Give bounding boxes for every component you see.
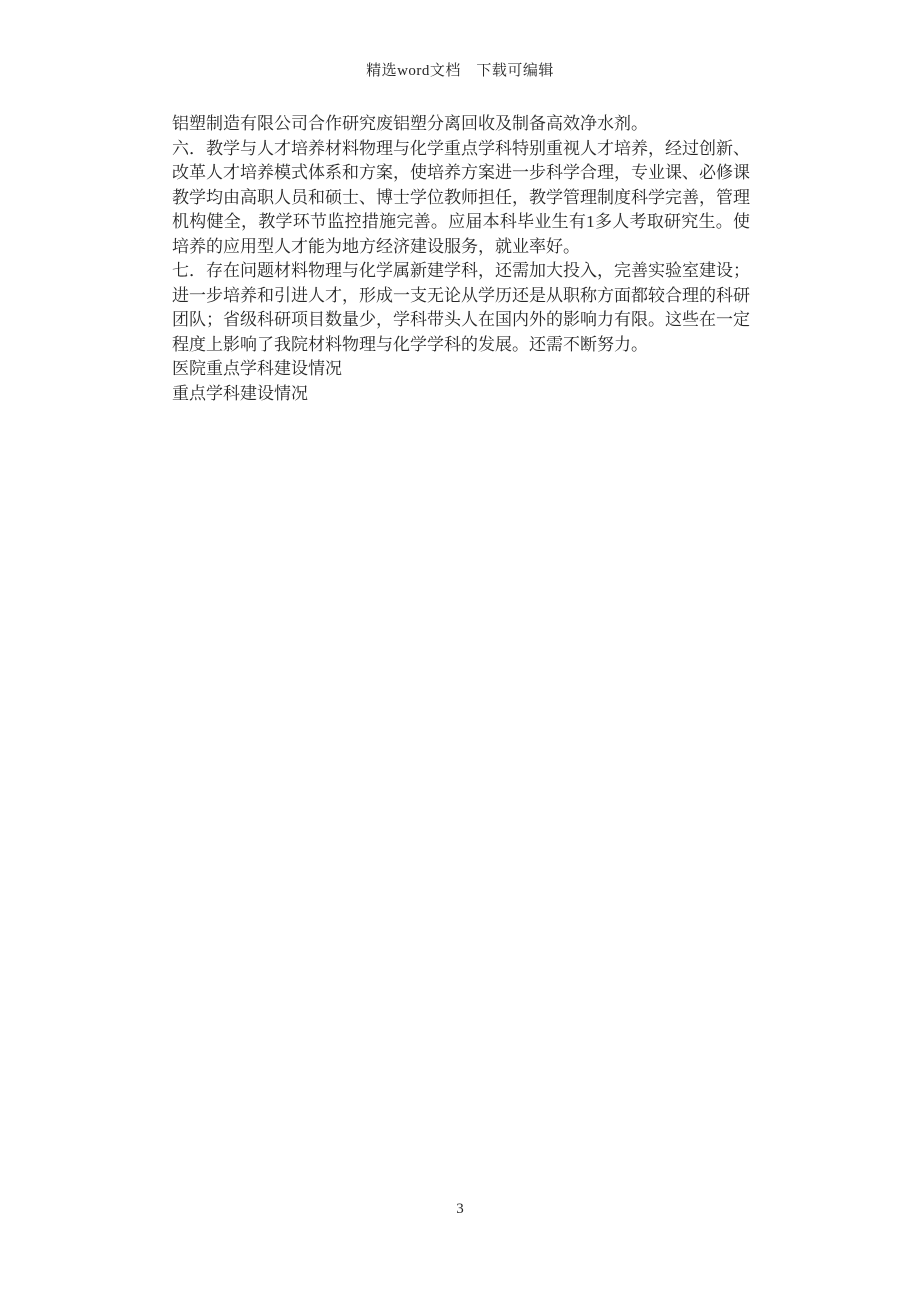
page-number: 3 xyxy=(456,1201,464,1217)
paragraph-section-seven: 七．存在问题材料物理与化学属新建学科，还需加大投入，完善实验室建设；进一步培养和引进人才，形成一支无论从学历还是从职称方面都较合理的科研团队；省级科研项目数量少，学科带头人在国内外的影响力有限。这些在一定程度上影响了我院材料物理与化学学科的发展。还需不断努力。 xyxy=(172,261,750,354)
paragraph-hospital-discipline: 医院重点学科建设情况 xyxy=(172,359,342,378)
paragraph-key-discipline: 重点学科建设情况 xyxy=(172,383,308,403)
document-header-watermark: 精选word文档 下载可编辑 xyxy=(366,63,554,79)
paragraph-intro: 铝塑制造有限公司合作研究废铝塑分离回收及制备高效净水剂。 xyxy=(172,114,648,133)
document-body xyxy=(172,112,750,406)
paragraph-section-six: 六．教学与人才培养材料物理与化学重点学科特别重视人才培养，经过创新、改革人才培养模式体系和方案，使培养方案进一步科学合理，专业课、必修课教学均由高职人员和硕士、博士学位教师担任，教学管理制度科学完善，管理机构健全，教学环节监控措施完善。应届本科毕业生有1多人考取研究生。使培养的应用型人才能为地方经济建设服务，就业率好。 xyxy=(172,138,750,256)
